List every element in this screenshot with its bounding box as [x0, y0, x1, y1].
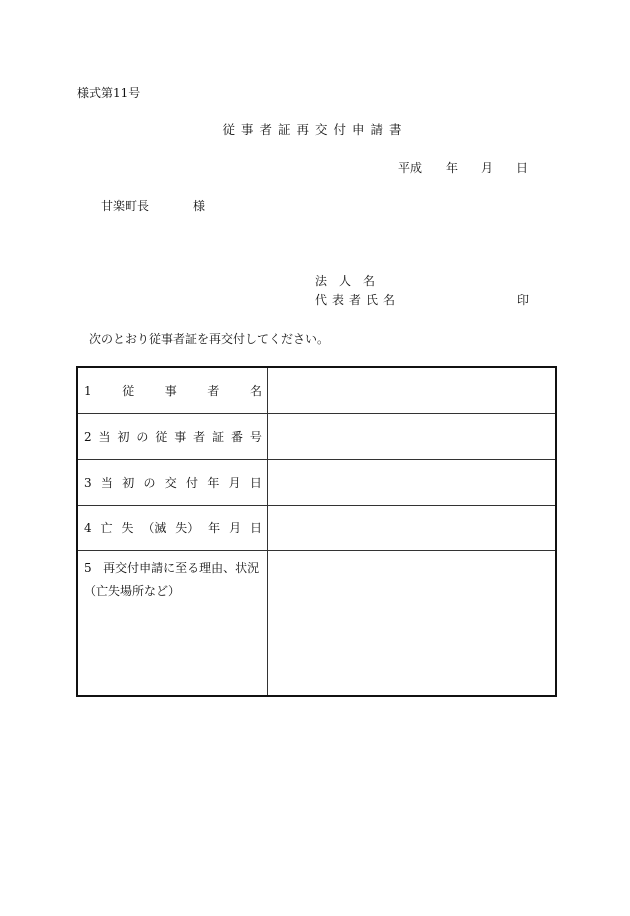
addressee-honorific: 様 [193, 199, 206, 213]
date-year-label: 年 [446, 161, 459, 175]
label-char: 月 [229, 521, 242, 535]
table-row [78, 460, 555, 506]
label-char: 当 [100, 476, 113, 490]
application-table [76, 366, 557, 697]
label-char: 初 [117, 430, 130, 444]
label-char: 付 [186, 476, 199, 490]
date-month-label: 月 [481, 161, 494, 175]
label-char: 初 [122, 476, 135, 490]
reason-line-1 [84, 557, 262, 580]
addressee [101, 199, 205, 213]
row-label-original-cert-number [84, 430, 262, 444]
row-number: 5 [84, 561, 92, 575]
label-char: 月 [228, 476, 241, 490]
row-number: 3 [84, 476, 92, 490]
label-char: 事 [164, 384, 177, 398]
seal-mark: 印 [517, 293, 530, 307]
request-sentence: 次のとおり従事者証を再交付してください。 [89, 332, 330, 346]
row-label-original-issue-date [84, 476, 262, 490]
addressee-name: 甘楽町長 [101, 199, 150, 213]
label-char: 当 [98, 430, 111, 444]
row-number: 4 [84, 521, 92, 535]
table-row [78, 551, 555, 695]
row-number: 1 [84, 384, 92, 398]
label-char: 日 [249, 521, 262, 535]
table-row [78, 368, 555, 414]
row-label-loss-date [84, 521, 262, 535]
label-char: 失 [121, 521, 134, 535]
table-row [78, 506, 555, 551]
date-era: 平成 [398, 161, 423, 175]
label-char: の [143, 476, 156, 490]
reason-field[interactable] [272, 557, 549, 689]
row-number: 2 [84, 430, 92, 444]
label-char: 者 [207, 384, 220, 398]
reason-label: 再交付申請に至る理由、状況 [103, 561, 260, 575]
label-char: （滅 [142, 521, 167, 535]
label-char: 年 [207, 476, 220, 490]
label-char: 失） [175, 521, 200, 535]
row-label-reason [84, 557, 262, 603]
label-char: 番 [231, 430, 244, 444]
corporation-name-label: 法人名 [315, 274, 388, 288]
label-char: 従 [155, 430, 168, 444]
label-char: 名 [249, 384, 262, 398]
form-number: 様式第11号 [77, 86, 141, 100]
label-char: 従 [122, 384, 135, 398]
label-char: 年 [208, 521, 221, 535]
row-label-worker-name [84, 384, 262, 398]
label-char: 事 [174, 430, 187, 444]
label-char: 号 [249, 430, 262, 444]
document-title: 従事者証再交付申請書 [222, 122, 408, 137]
date-line [398, 161, 528, 175]
label-char: の [136, 430, 149, 444]
table-row [78, 414, 555, 460]
label-char: 亡 [100, 521, 113, 535]
representative-name-label: 代表者氏名 [315, 293, 401, 307]
label-char: 交 [164, 476, 177, 490]
label-char: 者 [193, 430, 206, 444]
reason-line-2: （亡失場所など） [84, 584, 181, 598]
label-char: 日 [249, 476, 262, 490]
label-char: 証 [212, 430, 225, 444]
date-day-label: 日 [516, 161, 529, 175]
